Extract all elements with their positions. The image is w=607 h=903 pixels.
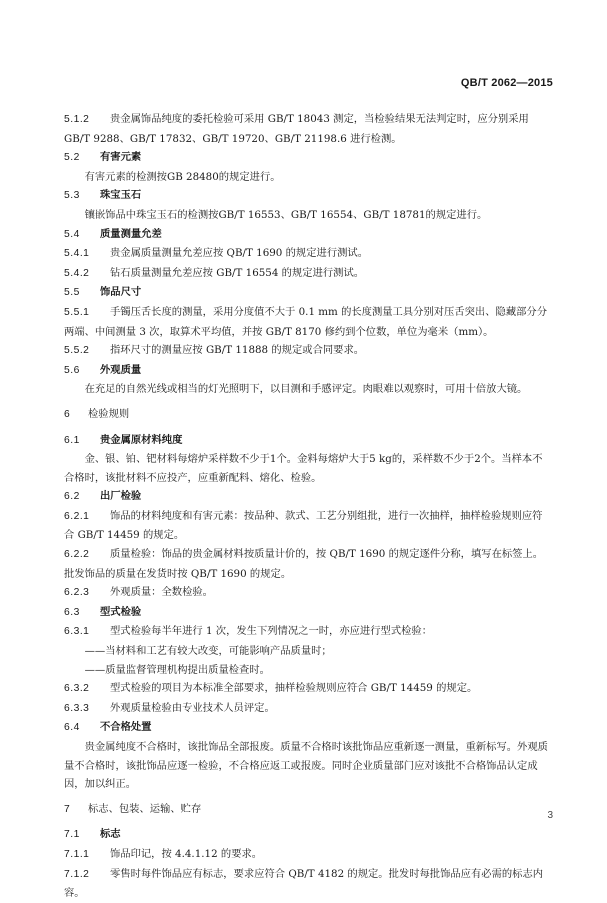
- clause-7-1-2: [64, 865, 550, 903]
- clause-number: 5.5.2: [64, 345, 90, 357]
- clause-title: 标志: [100, 828, 121, 841]
- clause-number: 6.3.3: [64, 702, 90, 714]
- clause-5-4-heading: [64, 225, 550, 245]
- clause-5-4-2: [64, 264, 550, 284]
- clause-5-3-body: 镶嵌饰品中珠宝玉石的检测按GB/T 16553、GB/T 16554、GB/T 18781的规定进行。: [84, 208, 488, 221]
- clause-number: 5.1.2: [64, 114, 90, 125]
- clause-5-3-heading: [64, 186, 550, 206]
- clause-text: 贵金属饰品纯度的委托检验可采用 GB/T 18043 测定，当检验结果无法判定时，应分别采用 GB/T 9288、GB/T 17832、GB/T 19720、GB/T 21198.6 进行检测。: [64, 113, 529, 145]
- clause-number: 5.4: [64, 228, 80, 240]
- clause-title: 不合格处置: [100, 721, 152, 734]
- chapter-title: 检验规则: [88, 407, 130, 420]
- clause-number: 7.1: [64, 829, 80, 841]
- clause-title: 型式检验: [100, 605, 142, 618]
- clause-6-4-heading: [64, 718, 550, 738]
- clause-number: 5.3: [64, 190, 80, 202]
- clause-6-3-2: [64, 679, 550, 699]
- clause-number: 5.5: [64, 287, 80, 299]
- clause-number: 6.2.2: [64, 549, 90, 561]
- clause-5-5-heading: [64, 283, 550, 303]
- clause-title: 珠宝玉石: [100, 189, 142, 202]
- clause-number: 5.5.1: [64, 306, 90, 318]
- clause-title: 贵金属原材料纯度: [100, 433, 183, 446]
- chapter-title: 标志、包装、运输、贮存: [88, 802, 202, 815]
- clause-5-6-heading: [64, 361, 550, 381]
- clause-number: 7.1.2: [64, 868, 90, 880]
- clause-text: 质量检验：饰品的贵金属材料按质量计价的，按 QB/T 1690 的规定逐件分称，填写在标签上。批发饰品的质量在发货时按 QB/T 1690 的规定。: [64, 548, 544, 580]
- chapter-6-heading: [64, 405, 550, 425]
- clause-number: 6.2.1: [64, 510, 90, 522]
- clause-6-3-heading: [64, 603, 550, 623]
- clause-5-6-body: 在充足的自然光线或相当的灯光照明下，以目测和手感评定。肉眼难以观察时，可用十倍放大镜。: [84, 383, 528, 396]
- clause-text: 指环尺寸的测量应按 GB/T 11888 的规定或合同要求。: [110, 344, 365, 357]
- clause-6-2-3: [64, 583, 550, 603]
- clause-number: 5.4.2: [64, 267, 90, 279]
- list-item: ——当材料和工艺有较大改变，可能影响产品质量时；: [84, 645, 332, 658]
- clause-5-5-2: [64, 341, 550, 361]
- clause-number: 5.4.1: [64, 248, 90, 260]
- clause-text: 型式检验的项目为本标准全部要求，抽样检验规则应符合 GB/T 14459 的规定。: [110, 682, 478, 695]
- clause-text: 饰品印记，按 4.4.1.12 的要求。: [110, 847, 263, 860]
- chapter-number: 6: [64, 408, 71, 420]
- clause-number: 7.1.1: [64, 848, 90, 860]
- list-item: ——质量监督管理机构提出质量检查时。: [84, 663, 270, 676]
- clause-6-2-heading: [64, 487, 550, 507]
- clause-6-2-2: [64, 545, 550, 583]
- clause-6-4-body: 贵金属纯度不合格时，该批饰品全部报废。质量不合格时该批饰品应重新逐一测量，重新标写。外观质量不合格时，该批饰品应逐一检验，不合格应返工或报废。同时企业质量部门应对该批不合格饰品认定成因，加以纠正。: [64, 741, 548, 791]
- clause-number: 6.1: [64, 434, 80, 446]
- clause-text: 贵金属质量测量允差应按 QB/T 1690 的规定进行测试。: [110, 247, 369, 260]
- clause-6-2-1: [64, 507, 550, 545]
- clause-5-1-2: [64, 110, 550, 148]
- clause-text: 型式检验每半年进行 1 次，发生下列情况之一时，亦应进行型式检验：: [110, 625, 433, 638]
- clause-number: 5.6: [64, 364, 80, 376]
- clause-text: 外观质量检验由专业技术人员评定。: [110, 701, 275, 714]
- chapter-7-heading: [64, 800, 550, 820]
- clause-number: 6.2.3: [64, 587, 90, 599]
- clause-title: 外观质量: [100, 363, 142, 376]
- clause-title: 质量测量允差: [100, 227, 162, 240]
- clause-7-1-1: [64, 845, 550, 865]
- clause-text: 钻石质量测量允差应按 GB/T 16554 的规定进行测试。: [110, 266, 365, 279]
- clause-text: 零售时每件饰品应有标志，要求应符合 QB/T 4182 的规定。批发时每批饰品应有必需的标志内容。: [64, 867, 544, 900]
- clause-6-1-heading: [64, 431, 550, 451]
- chapter-number: 7: [64, 803, 71, 815]
- clause-6-3-3: [64, 699, 550, 719]
- clause-text: 外观质量：全数检验。: [110, 586, 213, 599]
- clause-7-1-heading: [64, 825, 550, 845]
- clause-number: 6.3.1: [64, 626, 90, 638]
- clause-title: 有害元素: [100, 151, 142, 164]
- clause-6-1-body: 金、银、铂、钯材料每熔炉采样数不少于1个。金料每熔炉大于5 kg的，采样数不少于2个。当样本不合格时，该批材料不应投产，应重新配料、熔化、检验。: [64, 453, 543, 484]
- clause-5-2-body: 有害元素的检测按GB 28480的规定进行。: [84, 170, 281, 183]
- clause-number: 6.4: [64, 722, 80, 734]
- document-body: [64, 110, 550, 903]
- clause-5-5-1: [64, 303, 550, 341]
- clause-text: 饰品的材料纯度和有害元素：按品种、款式、工艺分别组批，进行一次抽样，抽样检验规则应符合 GB/T 14459 的规定。: [64, 509, 543, 542]
- clause-text: 手镯压舌长度的测量，采用分度值不大于 0.1 mm 的长度测量工具分别对压舌突出、隐藏部分分两端、中间测量 3 次，取算术平均值，并按 GB/T 8170 修约到个位数，单位为毫米（mm）。: [64, 305, 548, 338]
- clause-5-2-heading: [64, 148, 550, 168]
- clause-6-3-1: [64, 622, 550, 642]
- clause-number: 5.2: [64, 152, 80, 164]
- clause-title: 饰品尺寸: [100, 286, 142, 299]
- clause-number: 6.3.2: [64, 683, 90, 695]
- clause-number: 6.3: [64, 606, 80, 618]
- clause-5-4-1: [64, 244, 550, 264]
- standard-number: QB/T 2062—2015: [460, 77, 553, 89]
- clause-title: 出厂检验: [100, 490, 142, 503]
- page-number: 3: [547, 810, 553, 821]
- clause-number: 6.2: [64, 491, 80, 503]
